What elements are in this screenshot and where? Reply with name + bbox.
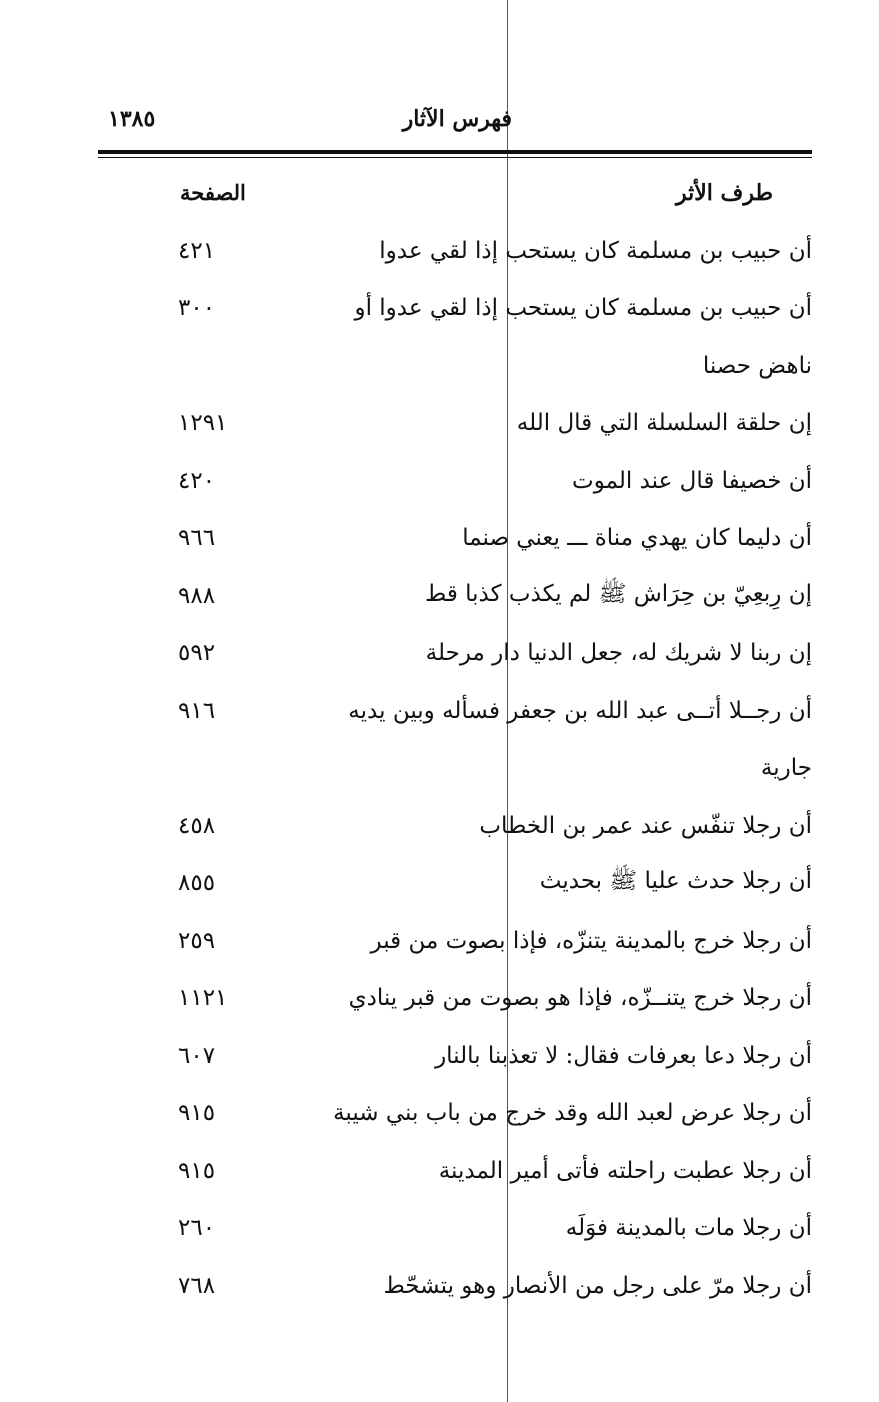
index-entry — [98, 280, 812, 338]
entry-page-number: ٧٦٨ — [178, 1272, 216, 1299]
index-entry — [98, 797, 812, 855]
entry-text: أن رجلا حدث عليا ﷺ بحديث — [539, 868, 812, 895]
index-entry — [98, 510, 812, 568]
index-entry — [98, 337, 812, 395]
index-entry — [98, 395, 812, 453]
index-entry — [98, 625, 812, 683]
page-number: ١٣٨٥ — [108, 106, 156, 132]
index-entry — [98, 855, 812, 913]
index-entry — [98, 1085, 812, 1143]
entry-page-number: ٥٩٢ — [178, 640, 216, 667]
entry-text: أن رجلا خرج يتنــزّه، فإذا هو بصوت من قبر ينادي — [348, 985, 812, 1012]
column-header-text: طرف الأثر — [675, 180, 773, 206]
entry-page-number: ٢٥٩ — [178, 927, 216, 954]
entry-text: أن حبيب بن مسلمة كان يستحب إذا لقي عدوا — [379, 237, 812, 264]
index-entry — [98, 1257, 812, 1315]
header-rule-thick — [98, 150, 812, 154]
entry-page-number: ٤٥٨ — [178, 812, 216, 839]
entry-text: أن رجــلا أتــى عبد الله بن جعفر فسأله وبين يديه — [348, 697, 812, 724]
page-header — [98, 106, 812, 146]
entry-page-number: ٩١٥ — [178, 1157, 216, 1184]
entry-page-number: ٨٥٥ — [178, 870, 216, 897]
index-entry — [98, 970, 812, 1028]
entry-text: أن خصيفا قال عند الموت — [572, 467, 812, 494]
entry-page-number: ٩١٦ — [178, 697, 216, 724]
entry-page-number: ١١٢١ — [178, 985, 228, 1012]
entry-text: أن رجلا عطبت راحلته فأتى أمير المدينة — [438, 1157, 812, 1184]
index-entry — [98, 740, 812, 798]
index-entry — [98, 1142, 812, 1200]
entry-page-number: ٩٨٨ — [178, 582, 216, 609]
entry-text: جارية — [760, 755, 812, 782]
entry-text: أن رجلا تنفّس عند عمر بن الخطاب — [479, 812, 812, 839]
entry-text: أن رجلا عرض لعبد الله وقد خرج من باب بني شيبة — [333, 1100, 812, 1127]
entry-text: أن رجلا مات بالمدينة فوَلَه — [565, 1215, 812, 1242]
entry-page-number: ٩٦٦ — [178, 525, 216, 552]
entry-page-number: ٤٢٠ — [178, 467, 216, 494]
entry-text: إن رِبعِيّ بن حِرَاش ﷺ لم يكذب كذبا قط — [424, 580, 812, 607]
entry-page-number: ٣٠٠ — [178, 295, 216, 322]
entry-text: أن دليما كان يهدي مناة ـــ يعني صنما — [462, 525, 812, 552]
header-rule-thin — [98, 157, 812, 158]
index-entry — [98, 682, 812, 740]
index-entry — [98, 1200, 812, 1258]
entry-text: أن حبيب بن مسلمة كان يستحب إذا لقي عدوا أو — [354, 295, 812, 322]
entry-text: إن حلقة السلسلة التي قال الله — [516, 410, 812, 437]
index-list — [98, 222, 812, 1315]
entry-page-number: ٩١٥ — [178, 1100, 216, 1127]
entry-text: إن ربنا لا شريك له، جعل الدنيا دار مرحلة — [425, 640, 812, 667]
entry-page-number: ٢٦٠ — [178, 1215, 216, 1242]
entry-text: أن رجلا مرّ على رجل من الأنصار وهو يتشحّط — [383, 1272, 812, 1299]
entry-page-number: ١٢٩١ — [178, 410, 228, 437]
index-entry — [98, 567, 812, 625]
entry-page-number: ٤٢١ — [178, 237, 216, 264]
index-entry — [98, 222, 812, 280]
entry-text: أن رجلا دعا بعرفات فقال: لا تعذبنا بالنار — [435, 1042, 812, 1069]
page-title: فهرس الآثار — [402, 106, 512, 132]
entry-text: ناهض حصنا — [702, 352, 812, 379]
entry-text: أن رجلا خرج بالمدينة يتنزّه، فإذا بصوت من قبر — [370, 927, 812, 954]
index-entry — [98, 1027, 812, 1085]
entry-page-number: ٦٠٧ — [178, 1042, 216, 1069]
index-entry — [98, 452, 812, 510]
column-header-page: الصفحة — [180, 180, 246, 205]
index-entry — [98, 912, 812, 970]
